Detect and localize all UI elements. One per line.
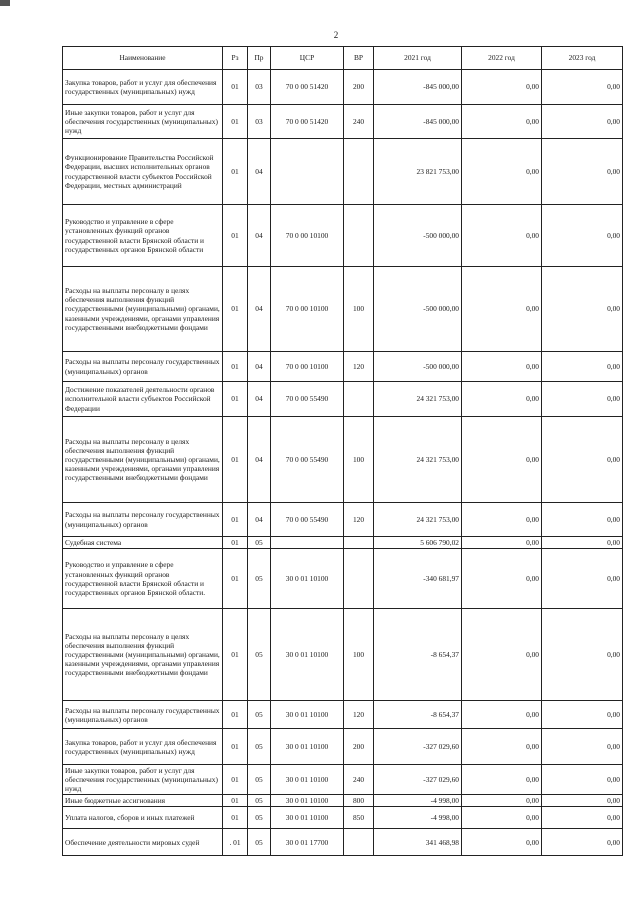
row-name-cell: Руководство и управление в сфере установленных функций органов государственной власти Брянской области и государственных органов Брянской области. (63, 549, 223, 609)
row-csr-cell: 30 0 01 10100 (271, 795, 344, 807)
row-name-cell: Иные закупки товаров, работ и услуг для обеспечения государственных (муниципальных) нужд (63, 765, 223, 795)
table-row (63, 139, 623, 205)
row-pr-cell: 05 (248, 729, 271, 765)
row-rz-cell: 01 (223, 205, 248, 267)
row-2022-cell: 0,00 (462, 139, 542, 205)
row-2022-cell: 0,00 (462, 382, 542, 417)
row-vr-cell: 200 (344, 729, 374, 765)
header-2023: 2023 год (542, 47, 623, 70)
table-row (63, 105, 623, 139)
row-2022-cell: 0,00 (462, 105, 542, 139)
row-vr-cell: 850 (344, 807, 374, 829)
row-2021-cell: 24 321 753,00 (374, 382, 462, 417)
row-2022-cell: 0,00 (462, 729, 542, 765)
row-csr-cell: 70 0 00 55490 (271, 503, 344, 537)
row-rz-cell: 01 (223, 795, 248, 807)
row-2022-cell: 0,00 (462, 609, 542, 701)
row-rz-cell: 01 (223, 382, 248, 417)
row-vr-cell: 240 (344, 765, 374, 795)
row-2023-cell: 0,00 (542, 352, 623, 382)
row-name-cell: Судебная система (63, 537, 223, 549)
row-2023-cell: 0,00 (542, 537, 623, 549)
row-2021-cell: 24 321 753,00 (374, 417, 462, 503)
row-csr-cell: 70 0 00 10100 (271, 267, 344, 352)
row-2021-cell: 5 606 790,02 (374, 537, 462, 549)
row-2022-cell: 0,00 (462, 807, 542, 829)
row-name-cell: Закупка товаров, работ и услуг для обеспечения государственных (муниципальных) нужд (63, 729, 223, 765)
row-name-cell: Расходы на выплаты персоналу государственных (муниципальных) органов (63, 701, 223, 729)
row-2022-cell: 0,00 (462, 267, 542, 352)
row-csr-cell: 70 0 00 51420 (271, 105, 344, 139)
row-csr-cell: 70 0 00 10100 (271, 352, 344, 382)
row-csr-cell: 70 0 00 55490 (271, 382, 344, 417)
page-number: 2 (333, 30, 339, 40)
table-row (63, 729, 623, 765)
row-2021-cell: -500 000,00 (374, 205, 462, 267)
row-2021-cell: -845 000,00 (374, 70, 462, 105)
table-row (63, 417, 623, 503)
row-2023-cell: 0,00 (542, 829, 623, 856)
row-2023-cell: 0,00 (542, 701, 623, 729)
row-2021-cell: 23 821 753,00 (374, 139, 462, 205)
row-name-cell: Обеспечение деятельности мировых судей (63, 829, 223, 856)
row-vr-cell: 240 (344, 105, 374, 139)
row-pr-cell: 04 (248, 352, 271, 382)
row-name-cell: Достижение показателей деятельности органов исполнительной власти субъектов Российской Федерации (63, 382, 223, 417)
header-2021: 2021 год (374, 47, 462, 70)
row-pr-cell: 03 (248, 70, 271, 105)
row-rz-cell: 01 (223, 701, 248, 729)
row-2022-cell: 0,00 (462, 417, 542, 503)
row-csr-cell: 30 0 01 10100 (271, 807, 344, 829)
row-rz-cell: 01 (223, 729, 248, 765)
row-rz-cell: 01 (223, 503, 248, 537)
row-2021-cell: -8 654,37 (374, 609, 462, 701)
row-rz-cell: 01 (223, 352, 248, 382)
row-csr-cell: 30 0 01 17700 (271, 829, 344, 856)
row-vr-cell: 120 (344, 352, 374, 382)
row-name-cell: Иные закупки товаров, работ и услуг для обеспечения государственных (муниципальных) нужд (63, 105, 223, 139)
row-vr-cell: 800 (344, 795, 374, 807)
header-pr: Пр (248, 47, 271, 70)
row-pr-cell: 04 (248, 205, 271, 267)
row-csr-cell: 30 0 01 10100 (271, 701, 344, 729)
table-row (63, 829, 623, 856)
table-row (63, 352, 623, 382)
table-row (63, 382, 623, 417)
budget-table (62, 46, 623, 856)
row-rz-cell: 01 (223, 105, 248, 139)
row-pr-cell: 04 (248, 267, 271, 352)
row-2023-cell: 0,00 (542, 205, 623, 267)
row-2023-cell: 0,00 (542, 729, 623, 765)
table-row (63, 795, 623, 807)
row-2023-cell: 0,00 (542, 549, 623, 609)
row-rz-cell: 01 (223, 765, 248, 795)
row-csr-cell (271, 537, 344, 549)
row-name-cell: Расходы на выплаты персоналу в целях обеспечения выполнения функций государственными (муниципальными) органами, казенными учреждениями, органами управления государственными внебюджетными фондами (63, 417, 223, 503)
table-row (63, 609, 623, 701)
row-2023-cell: 0,00 (542, 503, 623, 537)
row-csr-cell: 30 0 01 10100 (271, 765, 344, 795)
table-row (63, 70, 623, 105)
row-vr-cell: 120 (344, 503, 374, 537)
row-2023-cell: 0,00 (542, 382, 623, 417)
row-2023-cell: 0,00 (542, 807, 623, 829)
row-vr-cell (344, 829, 374, 856)
row-vr-cell: 100 (344, 417, 374, 503)
row-2023-cell: 0,00 (542, 609, 623, 701)
row-2023-cell: 0,00 (542, 70, 623, 105)
row-name-cell: Расходы на выплаты персоналу в целях обеспечения выполнения функций государственными (муниципальными) органами, казенными учреждениями, органами управления государственными внебюджетными фондами (63, 267, 223, 352)
row-name-cell: Руководство и управление в сфере установленных функций органов государственной власти Брянской области и государственных органов Брянской области (63, 205, 223, 267)
row-pr-cell: 05 (248, 807, 271, 829)
row-rz-cell: 01 (223, 609, 248, 701)
row-pr-cell: 05 (248, 829, 271, 856)
row-csr-cell: 70 0 00 51420 (271, 70, 344, 105)
row-2022-cell: 0,00 (462, 765, 542, 795)
row-pr-cell: 05 (248, 537, 271, 549)
row-pr-cell: 04 (248, 417, 271, 503)
header-row (63, 47, 623, 70)
row-name-cell: Уплата налогов, сборов и иных платежей (63, 807, 223, 829)
row-name-cell: Расходы на выплаты персоналу государственных (муниципальных) органов (63, 352, 223, 382)
row-pr-cell: 05 (248, 701, 271, 729)
row-vr-cell (344, 549, 374, 609)
row-2023-cell: 0,00 (542, 417, 623, 503)
row-2021-cell: -500 000,00 (374, 267, 462, 352)
header-csr: ЦСР (271, 47, 344, 70)
row-2022-cell: 0,00 (462, 70, 542, 105)
row-2023-cell: 0,00 (542, 105, 623, 139)
row-pr-cell: 04 (248, 382, 271, 417)
row-csr-cell: 30 0 01 10100 (271, 729, 344, 765)
row-vr-cell (344, 382, 374, 417)
row-pr-cell: 04 (248, 139, 271, 205)
scan-corner-mark (0, 0, 10, 6)
header-2022: 2022 год (462, 47, 542, 70)
row-csr-cell: 30 0 01 10100 (271, 549, 344, 609)
table-row (63, 267, 623, 352)
row-2022-cell: 0,00 (462, 352, 542, 382)
header-vr: ВР (344, 47, 374, 70)
row-name-cell: Функционирование Правительства Российской Федерации, высших исполнительных органов государственной власти субъектов Российской Федерации, местных администраций (63, 139, 223, 205)
row-vr-cell: 120 (344, 701, 374, 729)
row-2022-cell: 0,00 (462, 537, 542, 549)
row-pr-cell: 05 (248, 549, 271, 609)
header-rz: Рз (223, 47, 248, 70)
row-2023-cell: 0,00 (542, 795, 623, 807)
row-name-cell: Расходы на выплаты персоналу государственных (муниципальных) органов (63, 503, 223, 537)
row-rz-cell: 01 (223, 417, 248, 503)
table-row (63, 205, 623, 267)
row-rz-cell: . 01 (223, 829, 248, 856)
row-csr-cell: 30 0 01 10100 (271, 609, 344, 701)
row-2021-cell: -4 998,00 (374, 795, 462, 807)
row-rz-cell: 01 (223, 549, 248, 609)
row-vr-cell: 100 (344, 267, 374, 352)
row-2021-cell: -327 029,60 (374, 729, 462, 765)
row-rz-cell: 01 (223, 70, 248, 105)
row-2021-cell: -8 654,37 (374, 701, 462, 729)
row-name-cell: Закупка товаров, работ и услуг для обеспечения государственных (муниципальных) нужд (63, 70, 223, 105)
row-2022-cell: 0,00 (462, 503, 542, 537)
row-pr-cell: 05 (248, 609, 271, 701)
row-2021-cell: 341 468,98 (374, 829, 462, 856)
row-2023-cell: 0,00 (542, 267, 623, 352)
row-2021-cell: 24 321 753,00 (374, 503, 462, 537)
table-row (63, 701, 623, 729)
row-2023-cell: 0,00 (542, 765, 623, 795)
row-rz-cell: 01 (223, 807, 248, 829)
row-2021-cell: -4 998,00 (374, 807, 462, 829)
table-row (63, 549, 623, 609)
header-name: Наименование (63, 47, 223, 70)
row-2022-cell: 0,00 (462, 829, 542, 856)
row-csr-cell: 70 0 00 55490 (271, 417, 344, 503)
row-vr-cell: 100 (344, 609, 374, 701)
row-2022-cell: 0,00 (462, 549, 542, 609)
row-vr-cell (344, 139, 374, 205)
row-pr-cell: 04 (248, 503, 271, 537)
row-pr-cell: 05 (248, 795, 271, 807)
table-row (63, 765, 623, 795)
row-2021-cell: -340 681,97 (374, 549, 462, 609)
row-csr-cell: 70 0 00 10100 (271, 205, 344, 267)
row-name-cell: Расходы на выплаты персоналу в целях обеспечения выполнения функций государственными (муниципальными) органами, казенными учреждениями, органами управления государственными внебюджетными фондами (63, 609, 223, 701)
row-rz-cell: 01 (223, 139, 248, 205)
row-2022-cell: 0,00 (462, 795, 542, 807)
row-2021-cell: -845 000,00 (374, 105, 462, 139)
table-row (63, 503, 623, 537)
row-pr-cell: 03 (248, 105, 271, 139)
row-rz-cell: 01 (223, 267, 248, 352)
row-vr-cell (344, 537, 374, 549)
table-row (63, 807, 623, 829)
row-2021-cell: -500 000,00 (374, 352, 462, 382)
row-2021-cell: -327 029,60 (374, 765, 462, 795)
row-vr-cell: 200 (344, 70, 374, 105)
row-2022-cell: 0,00 (462, 205, 542, 267)
row-name-cell: Иные бюджетные ассигнования (63, 795, 223, 807)
row-vr-cell (344, 205, 374, 267)
row-2022-cell: 0,00 (462, 701, 542, 729)
row-rz-cell: 01 (223, 537, 248, 549)
table-row (63, 537, 623, 549)
row-2023-cell: 0,00 (542, 139, 623, 205)
row-pr-cell: 05 (248, 765, 271, 795)
row-csr-cell (271, 139, 344, 205)
